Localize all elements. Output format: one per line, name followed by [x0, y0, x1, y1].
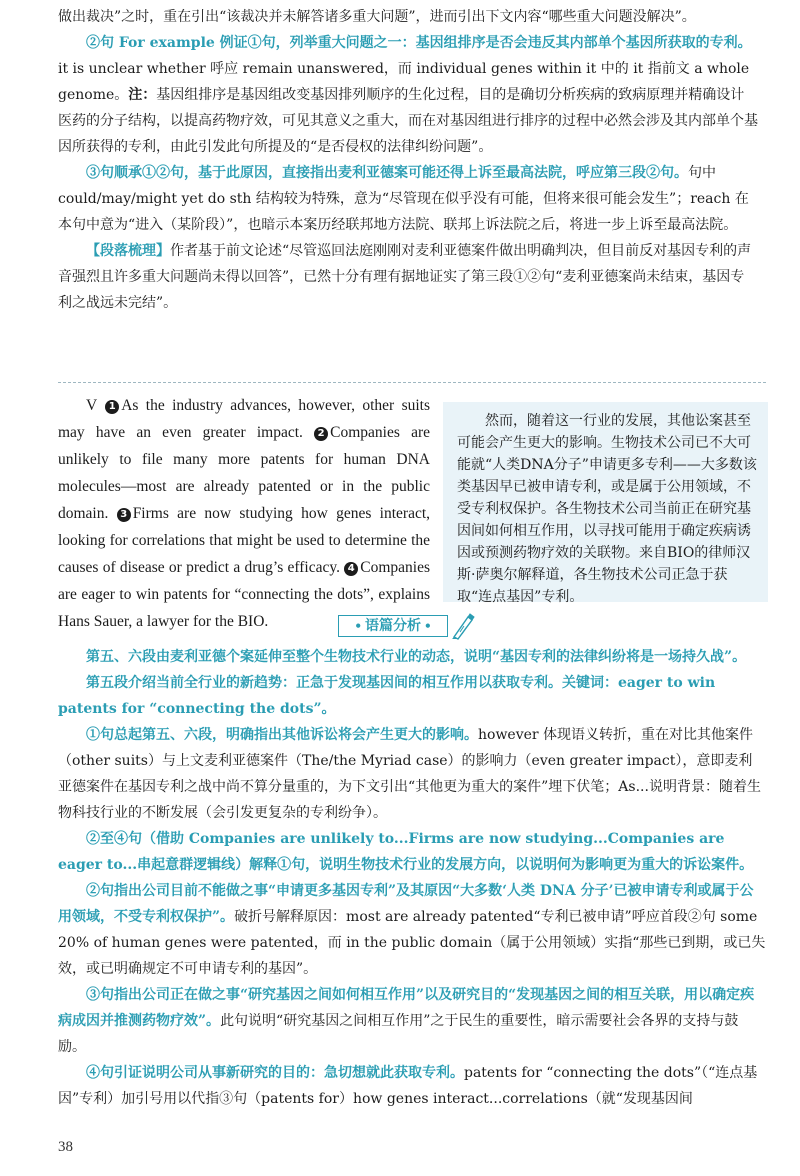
summary-label: 【段落梳理】 — [86, 243, 170, 259]
translation-text: 然而，随着这一行业的发展，其他讼案甚至可能会产生更大的影响。生物技术公司已不大可能就“人类DNA分子”申请更多专利——大多数该类基因早已被申请专利，或是属于公用领域，不受专利权保护。各生物技术公司当前正在研究基因间如何相互作用，以寻找可能用于确定疾病诱因或预测药物疗效的关联物。来自BIO的律师汉斯·萨奥尔解释道，各生物技术公司正急于获取“连点基因”专利。 — [457, 413, 757, 605]
sentence-3-analysis: ③句指出公司正在做之事“研究基因之间如何相互作用”以及研究目的“发现基因之间的相互关联，用以确定疾病成因并推测药物疗效”。此句说明“研究基因之间相互作用”之于民生的重要性，暗示需要社会各界的支持与鼓励。 — [58, 987, 755, 1055]
sentence-2: Companies are unlikely to file many more patents for human DNA molecules—most are already patented or in the public domain. — [58, 424, 430, 522]
highlight-text: ②句指出公司目前不能做之事“申请更多基因专利”及其原因“大多数‘人类 DNA 分子’已被申请专利或属于公用领域，不受专利权保护”。 — [58, 883, 754, 925]
sentence-4-analysis: ④句引证说明公司从事新研究的目的：急切想就此获取专利。patents for “connecting the dots”（“连点基因”专利）加引号用以代指③句（patents for）how genes interact...correlations（就“发现基因间 — [58, 1065, 758, 1107]
top-analysis-section — [58, 4, 758, 316]
discourse-analysis-banner — [338, 612, 480, 640]
sentence-2-analysis: ②句指出公司目前不能做之事“申请更多基因专利”及其原因“大多数‘人类 DNA 分子’已被申请专利或属于公用领域，不受专利权保护”。破折号解释原因：most are already patented“专利已被申请”呼应首段②句 some 20% of human genes were patented，而 in the public domain（属于公用领域）实指“那些已到期，或已失效，或已明确规定不可申请专利的基因”。 — [58, 883, 766, 977]
pen-icon — [450, 612, 476, 640]
analysis-paragraph-3: ③句顺承①②句，基于此原因，直接指出麦利亚德案可能还得上诉至最高法院，呼应第三段②句。句中 could/may/might yet do sth 结构较为特殊，意为“尽管现在似乎没有可能，但将来很可能会发生”；reach 在本句中意为“进入（某阶段）”，也暗示本案历经联邦地方法院、联邦上诉法院之后，将进一步上诉至最高法院。 — [58, 165, 749, 233]
highlight-text: ②句 For example 例证①句，列举重大问题之一：基因组排序是否会违反其内部单个基因所获取的专利。 — [86, 35, 752, 51]
note-label: 注： — [128, 87, 157, 103]
sentence-4: Companies are eager to win patents for “connecting the dots”, explains Hans Sauer, a lawyer for the BIO. — [58, 559, 431, 630]
section-divider — [58, 382, 766, 383]
sentence-number-4: 4 — [344, 562, 358, 576]
paragraph-summary: 【段落梳理】作者基于前文论述“尽管巡回法庭刚刚对麦利亚德案件做出明确判决，但目前反对基因专利的声音强烈且许多重大问题尚未得以回答”，已然十分有理有据地证实了第三段①②句“麦利亚德案尚未结束，基因专利之战远未完结”。 — [58, 243, 752, 311]
analysis-intro: 第五、六段由麦利亚德个案延伸至整个生物技术行业的动态，说明“基因专利的法律纠纷将是一场持久战”。 — [86, 649, 747, 665]
sentences-2-4-analysis: ②至④句（借助 Companies are unlikely to...Firms are now studying...Companies are eager to...串起意群逻辑线）解释①句，说明生物技术行业的发展方向，以说明何为影响更为重大的诉讼案件。 — [58, 831, 754, 873]
banner-label: 语篇分析 — [365, 618, 421, 634]
banner-label-box: • 语篇分析 • — [338, 615, 448, 637]
sentence-1-analysis: ①句总起第五、六段，明确指出其他诉讼将会产生更大的影响。however 体现语义转折，重在对比其他案件（other suits）与上文麦利亚德案件（The/the Myriad case）的影响力（even greater impact），意即麦利亚德案件在基因专利之战中尚不算分量重的，为下文引出“其他更为重大的案件”埋下伏笔；As...说明背景：随着生物科技行业的不断发展（会引发更复杂的专利纷争）。 — [58, 727, 761, 821]
analysis-paragraph-2: ②句 For example 例证①句，列举重大问题之一：基因组排序是否会违反其内部单个基因所获取的专利。it is unclear whether 呼应 remain unanswered，而 individual genes within it 中的 it 指前文 a whole genome。注：基因组排序是基因组改变基因排列顺序的生化过程，目的是确切分析疾病的致病原理并精确设计医药的分子结构，以提高药物疗效，可见其意义之重大，而在对基因组进行排序的过程中必然会涉及其内部单个基因所获得的专利，由此引发此句所提及的“是否侵权的法律纠纷问题”。 — [58, 35, 758, 155]
sentence-number-3: 3 — [117, 508, 131, 522]
sentence-1: As the industry advances, however, other suits may have an even greater impact. — [58, 397, 430, 441]
highlight-text: ④句引证说明公司从事新研究的目的：急切想就此获取专利。 — [86, 1065, 464, 1081]
english-passage — [58, 392, 430, 635]
sentence-number-1: 1 — [105, 400, 119, 414]
paragraph-five-overview: 第五段介绍当前全行业的新趋势：正急于发现基因间的相互作用以获取专利。关键词：eager to win patents for “connecting the dots”。 — [58, 675, 716, 717]
translation-box — [443, 402, 768, 605]
highlight-text: ③句顺承①②句，基于此原因，直接指出麦利亚德案可能还得上诉至最高法院，呼应第三段②句。 — [86, 165, 688, 181]
sentence-number-2: 2 — [314, 427, 328, 441]
sentence-3: Firms are now studying how genes interact, looking for correlations that might be used to determine the causes of disease or predict a drug’s efficacy. — [58, 505, 431, 576]
paragraph-numeral: V — [86, 397, 98, 414]
highlight-text: ①句总起第五、六段，明确指出其他诉讼将会产生更大的影响。 — [86, 727, 478, 743]
continued-paragraph: 做出裁决”之时，重在引出“该裁决并未解答诸多重大问题”，进而引出下文内容“哪些重大问题没解决”。 — [58, 9, 696, 25]
highlight-text: ③句指出公司正在做之事“研究基因之间如何相互作用”以及研究目的“发现基因之间的相互关联，用以确定疾病成因并推测药物疗效”。 — [58, 987, 755, 1029]
page-number: 38 — [58, 1139, 73, 1155]
discourse-analysis — [58, 644, 766, 1112]
